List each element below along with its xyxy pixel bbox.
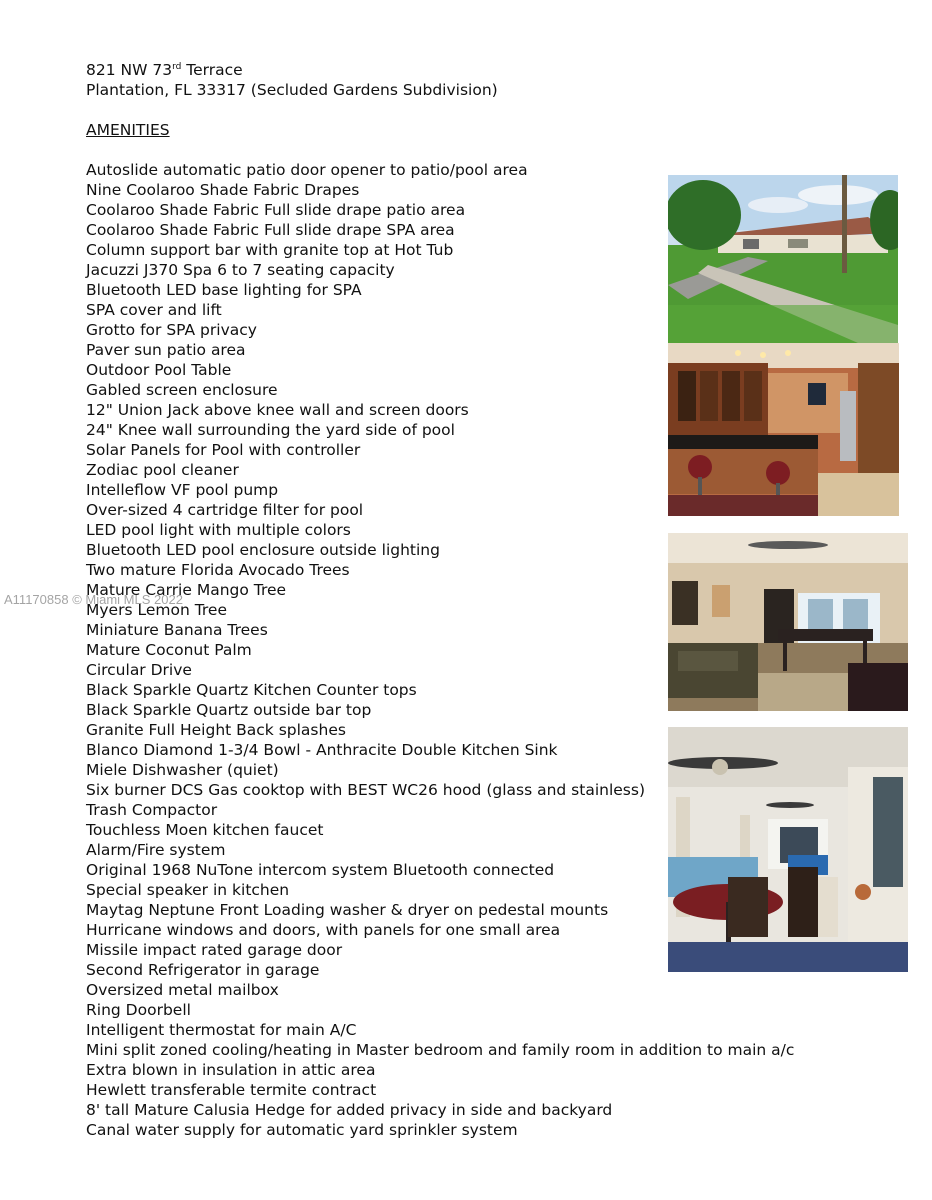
amenity-item: 24" Knee wall surrounding the yard side of pool [86, 421, 455, 439]
amenity-item: Autoslide automatic patio door opener to patio/pool area [86, 161, 528, 179]
amenity-item: Alarm/Fire system [86, 841, 226, 859]
amenity-item: Touchless Moen kitchen faucet [86, 821, 324, 839]
amenity-item: Hurricane windows and doors, with panels for one small area [86, 921, 561, 939]
amenity-item: Intelleflow VF pool pump [86, 481, 279, 499]
exterior-house-photo [668, 175, 898, 343]
mls-watermark: A11170858 © Miami MLS 2022 [4, 592, 183, 607]
amenity-item: Over-sized 4 cartridge filter for pool [86, 501, 364, 519]
amenity-item: Solar Panels for Pool with controller [86, 441, 361, 459]
amenity-item: Coolaroo Shade Fabric Full slide drape patio area [86, 201, 466, 219]
amenity-item: Column support bar with granite top at Hot Tub [86, 241, 454, 259]
amenity-item: Mature Carrie Mango Tree [86, 581, 287, 599]
amenity-item: Jacuzzi J370 Spa 6 to 7 seating capacity [86, 261, 395, 279]
amenity-item: Extra blown in insulation in attic area [86, 1061, 376, 1079]
address-line-2: Plantation, FL 33317 (Secluded Gardens Subdivision) [86, 81, 498, 99]
amenity-item: SPA cover and lift [86, 301, 222, 319]
kitchen-photo [668, 343, 899, 516]
amenity-item: Miele Dishwasher (quiet) [86, 761, 279, 779]
amenity-item: Mature Coconut Palm [86, 641, 252, 659]
amenity-item: Intelligent thermostat for main A/C [86, 1021, 357, 1039]
amenity-item: Gabled screen enclosure [86, 381, 278, 399]
amenity-item: Bluetooth LED pool enclosure outside lighting [86, 541, 440, 559]
amenity-item: LED pool light with multiple colors [86, 521, 351, 539]
amenity-item: Grotto for SPA privacy [86, 321, 257, 339]
amenity-item: Nine Coolaroo Shade Fabric Drapes [86, 181, 360, 199]
amenity-item: Outdoor Pool Table [86, 361, 232, 379]
amenity-item: Trash Compactor [86, 801, 218, 819]
amenity-item: Second Refrigerator in garage [86, 961, 320, 979]
amenity-item: Black Sparkle Quartz Kitchen Counter tops [86, 681, 417, 699]
amenity-item: 12" Union Jack above knee wall and screen doors [86, 401, 469, 419]
amenity-item: Blanco Diamond 1-3/4 Bowl - Anthracite Double Kitchen Sink [86, 741, 558, 759]
amenities-heading: AMENITIES [86, 121, 170, 139]
patio-photo [668, 727, 908, 972]
amenity-item: Zodiac pool cleaner [86, 461, 239, 479]
amenity-item: Oversized metal mailbox [86, 981, 279, 999]
amenity-item: Paver sun patio area [86, 341, 246, 359]
amenity-item: Mini split zoned cooling/heating in Master bedroom and family room in addition to main a/c [86, 1041, 795, 1059]
address-line-1: 821 NW 73rd Terrace [86, 61, 243, 79]
amenity-item: Original 1968 NuTone intercom system Bluetooth connected [86, 861, 555, 879]
amenity-item: Bluetooth LED base lighting for SPA [86, 281, 362, 299]
amenity-item: Two mature Florida Avocado Trees [86, 561, 350, 579]
amenity-item: Special speaker in kitchen [86, 881, 290, 899]
amenity-item: Ring Doorbell [86, 1001, 191, 1019]
amenity-item: Six burner DCS Gas cooktop with BEST WC26 hood (glass and stainless) [86, 781, 645, 799]
amenity-item: Canal water supply for automatic yard sprinkler system [86, 1121, 518, 1139]
living-room-photo [668, 533, 908, 711]
amenity-item: Maytag Neptune Front Loading washer & dryer on pedestal mounts [86, 901, 609, 919]
amenity-item: Hewlett transferable termite contract [86, 1081, 377, 1099]
amenity-item: Circular Drive [86, 661, 192, 679]
amenity-item: Missile impact rated garage door [86, 941, 343, 959]
amenity-item: Black Sparkle Quartz outside bar top [86, 701, 372, 719]
amenity-item: Myers Lemon Tree [86, 601, 227, 619]
amenity-item: Granite Full Height Back splashes [86, 721, 346, 739]
amenity-item: Coolaroo Shade Fabric Full slide drape SPA area [86, 221, 455, 239]
amenity-item: Miniature Banana Trees [86, 621, 268, 639]
amenity-item: 8' tall Mature Calusia Hedge for added privacy in side and backyard [86, 1101, 613, 1119]
